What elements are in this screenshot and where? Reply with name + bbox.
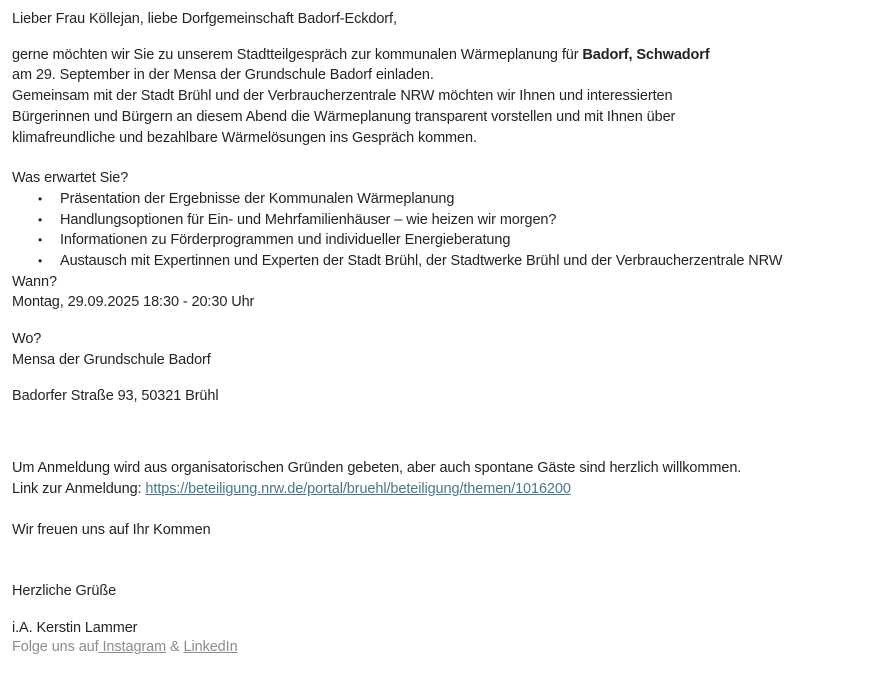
list-item [12, 251, 876, 272]
bullet-icon: • [38, 254, 43, 269]
intro-line-2: am 29. September in der Mensa der Grundschule Badorf einladen. [12, 67, 434, 84]
social-prefix: Folge uns auf [12, 639, 99, 656]
list-item-text: Informationen zu Förderprogrammen und individueller Energieberatung [60, 232, 511, 249]
where-heading: Wo? [12, 331, 42, 348]
list-item [12, 230, 876, 251]
bullet-icon: • [38, 212, 43, 227]
expectations-list [12, 189, 876, 272]
registration-link[interactable]: https://beteiligung.nrw.de/portal/bruehl/beteiligung/themen/1016200 [145, 480, 571, 497]
linkedin-link[interactable]: LinkedIn [183, 639, 238, 656]
salutation: Lieber Frau Köllejan, liebe Dorfgemeinschaft Badorf-Eckdorf, [12, 11, 397, 27]
social-separator: & [166, 639, 184, 656]
intro-paragraph [12, 45, 876, 149]
intro-line-1 [12, 45, 876, 66]
when-section [12, 272, 876, 313]
bullet-icon: • [38, 233, 43, 248]
instagram-link[interactable]: Instagram [98, 639, 167, 656]
expectations-heading: Was erwartet Sie? [12, 170, 129, 187]
registration-link-label: Link zur Anmeldung: [12, 480, 146, 497]
registration-note: Um Anmeldung wird aus organisatorischen Gründen gebeten, aber auch spontane Gäste sind herzlich willkommen. [12, 460, 742, 477]
where-section [12, 329, 876, 370]
intro-line-5: klimafreundliche und bezahlbare Wärmelösungen ins Gespräch kommen. [12, 129, 477, 146]
intro-line-1-text: gerne möchten wir Sie zu unserem Stadtteilgespräch zur kommunalen Wärmeplanung für [12, 46, 583, 63]
intro-line-3: Gemeinsam mit der Stadt Brühl und der Verbraucherzentrale NRW möchten wir Ihnen und interessierten [12, 88, 673, 105]
list-item [12, 210, 876, 231]
signature-section [12, 619, 876, 657]
bullet-icon: • [38, 191, 43, 206]
where-value: Mensa der Grundschule Badorf [12, 351, 211, 368]
intro-highlight: Badorf, Schwadorf [582, 46, 710, 63]
social-links-line [12, 638, 876, 657]
list-item-text: Handlungsoptionen für Ein- und Mehrfamilienhäuser – wie heizen wir morgen? [60, 211, 557, 228]
when-heading: Wann? [12, 273, 57, 290]
list-item-text: Austausch mit Expertinnen und Experten der Stadt Brühl, der Stadtwerke Brühl und der Verbraucherzentrale NRW [60, 253, 783, 270]
greeting: Herzliche Grüße [12, 583, 117, 600]
list-item [12, 189, 876, 210]
list-item-text: Präsentation der Ergebnisse der Kommunalen Wärmeplanung [60, 190, 455, 207]
intro-line-4: Bürgerinnen und Bürgern an diesem Abend die Wärmeplanung transparent vorstellen und mit Ihnen über [12, 108, 676, 125]
registration-section [12, 458, 876, 499]
address: Badorfer Straße 93, 50321 Brühl [12, 387, 219, 404]
signature: i.A. Kerstin Lammer [12, 620, 138, 637]
when-value: Montag, 29.09.2025 18:30 - 20:30 Uhr [12, 294, 255, 311]
registration-link-line [12, 479, 876, 500]
closing-line: Wir freuen uns auf Ihr Kommen [12, 521, 211, 538]
